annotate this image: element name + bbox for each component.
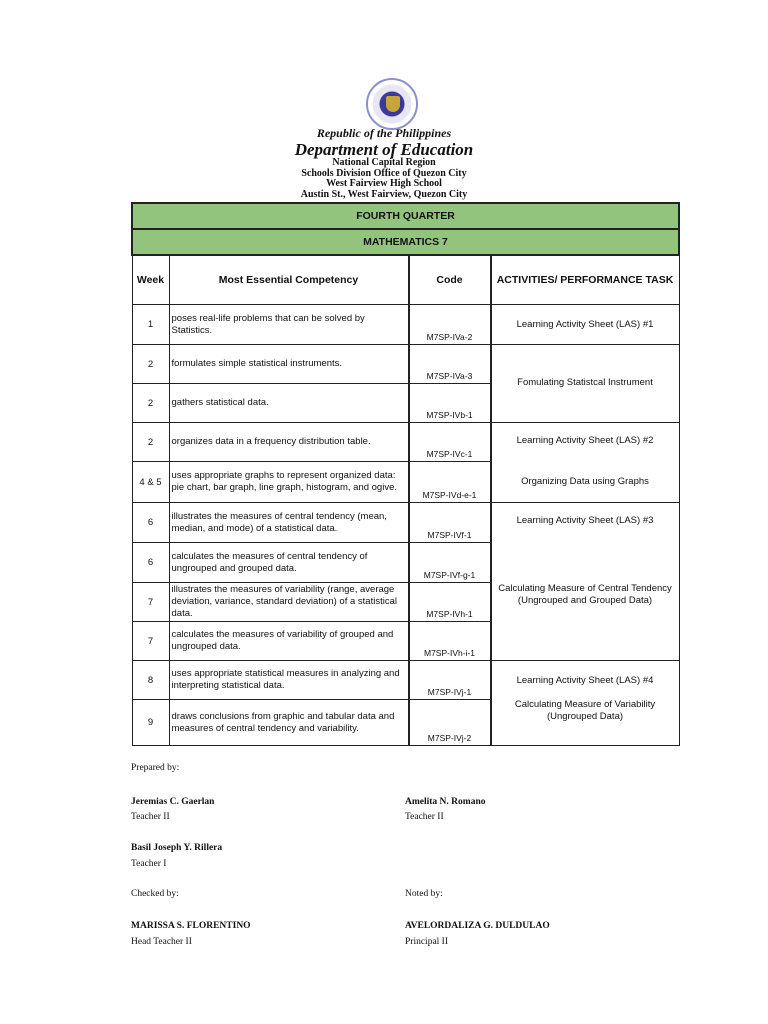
quarter-title: FOURTH QUARTER [132,203,679,229]
code-cell: M7SP-IVh-i-1 [409,622,491,661]
week-cell: 9 [132,700,169,746]
week-cell: 2 [132,345,169,384]
region-line: National Capital Region [332,157,436,168]
code-cell: M7SP-IVj-2 [409,700,491,746]
week-cell: 8 [132,661,169,700]
competency-cell: illustrates the measures of variability (range, average deviation, variance, standard deviation) of a statistical data. [169,583,409,622]
prepared-by-label: Prepared by: [131,763,180,773]
signatory-name: AVELORDALIZA G. DULDULAO [405,921,550,931]
week-cell: 7 [132,583,169,622]
table-row [132,661,679,700]
signatory-name: MARISSA S. FLORENTINO [131,921,251,931]
week-cell: 6 [132,503,169,543]
competency-cell: poses real-life problems that can be solved by Statistics. [169,305,409,345]
activity-text: Fomulating Statistcal Instrument [517,377,653,388]
signatory-title: Head Teacher II [131,937,192,947]
signatory-name: Amelita N. Romano [405,797,486,807]
col-code: Code [409,255,491,305]
code-cell: M7SP-IVd-e-1 [409,462,491,503]
competency-cell: illustrates the measures of central tendency (mean, median, and mode) of a statistical data. [169,503,409,543]
division-line: Schools Division Office of Quezon City [301,167,467,179]
code-cell: M7SP-IVf-g-1 [409,543,491,583]
code-cell: M7SP-IVb-1 [409,384,491,423]
competency-cell: organizes data in a frequency distribution table. [169,423,409,462]
noted-by-label: Noted by: [405,889,443,899]
activity-cell [491,345,680,423]
school-address [0,158,768,200]
activity-cell [491,661,680,746]
col-activities: ACTIVITIES/ PERFORMANCE TASK [491,255,680,305]
competency-cell: draws conclusions from graphic and tabular data and measures of central tendency and variability. [169,700,409,746]
activity-text: Learning Activity Sheet (LAS) #1 [516,319,654,330]
competency-table [131,202,680,746]
deped-seal-logo [366,78,418,130]
week-cell: 7 [132,622,169,661]
table-row [132,503,679,543]
activity-text: Learning Activity Sheet (LAS) #4 [516,675,654,686]
signatory-name: Basil Joseph Y. Rillera [131,843,223,853]
code-cell: M7SP-IVh-1 [409,583,491,622]
checked-by-label: Checked by: [131,889,179,899]
department-heading: Department of Education [294,140,474,159]
competency-cell: gathers statistical data. [169,384,409,423]
col-week: Week [132,255,169,305]
signatory-title: Principal II [405,937,449,947]
activity-text: Organizing Data using Graphs [521,476,649,487]
activity-cell [491,423,680,503]
week-cell: 1 [132,305,169,345]
activity-text: Learning Activity Sheet (LAS) #3 [516,515,654,526]
week-cell: 2 [132,423,169,462]
signatory-name: Jeremias C. Gaerlan [131,797,215,807]
activity-cell [491,503,680,661]
activity-text: Learning Activity Sheet (LAS) #2 [516,435,654,446]
week-cell: 2 [132,384,169,423]
activity-text: Calculating Measure of Central Tendency (Ungrouped and Grouped Data) [498,583,672,606]
signatory-title: Teacher II [405,812,444,822]
competency-cell: formulates simple statistical instruments. [169,345,409,384]
activity-text: Calculating Measure of Variability (Ungrouped Data) [514,699,656,722]
school-line: West Fairview High School [326,178,442,189]
table-row [132,345,679,384]
competency-cell: uses appropriate statistical measures in analyzing and interpreting statistical data. [169,661,409,700]
col-competency: Most Essential Competency [169,255,409,305]
activity-cell [491,305,680,345]
republic-heading: Republic of the Philippines [316,126,452,140]
signatory-title: Teacher II [131,812,170,822]
code-cell: M7SP-IVj-1 [409,661,491,700]
table-row [132,423,679,462]
code-cell: M7SP-IVf-1 [409,503,491,543]
week-cell: 4 & 5 [132,462,169,503]
signatory-title: Teacher I [131,859,167,869]
table-header-row [132,255,679,305]
subject-title: MATHEMATICS 7 [132,229,679,255]
table-row [132,305,679,345]
code-cell: M7SP-IVa-2 [409,305,491,345]
week-cell: 6 [132,543,169,583]
competency-cell: calculates the measures of variability of grouped and ungrouped data. [169,622,409,661]
address-line: Austin St., West Fairview, Quezon City [300,188,468,200]
competency-cell: calculates the measures of central tendency of ungrouped and grouped data. [169,543,409,583]
code-cell: M7SP-IVc-1 [409,423,491,462]
code-cell: M7SP-IVa-3 [409,345,491,384]
competency-cell: uses appropriate graphs to represent organized data: pie chart, bar graph, line graph, histogram, and ogive. [169,462,409,503]
